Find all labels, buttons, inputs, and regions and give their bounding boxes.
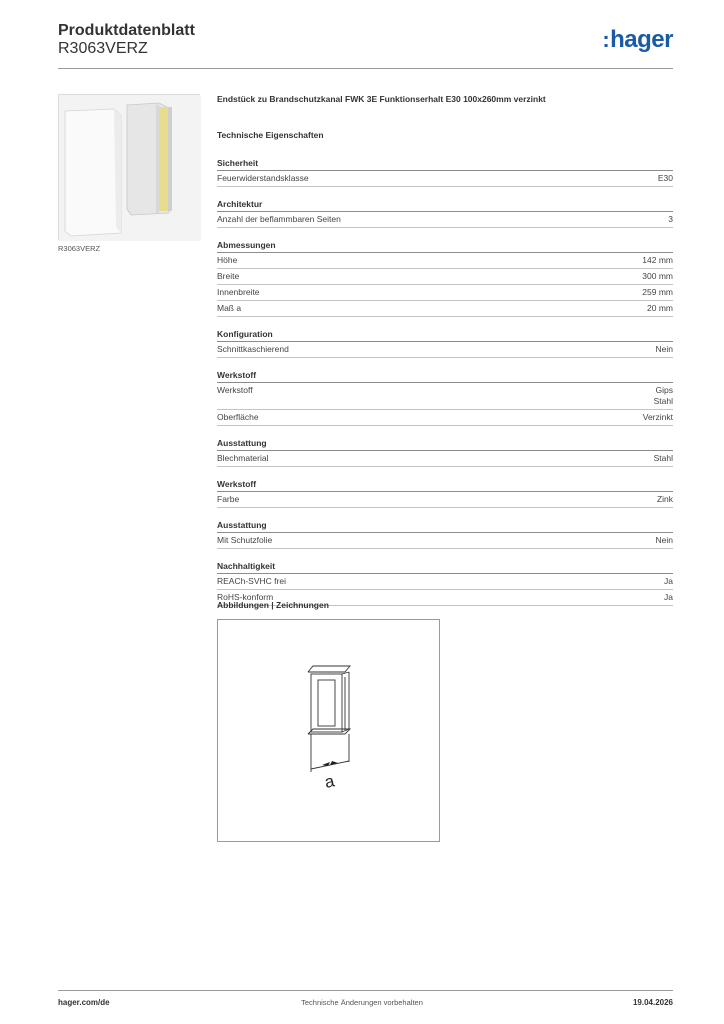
property-label: RoHS-konform [217, 592, 274, 602]
property-section [217, 519, 673, 549]
product-description: Endstück zu Brandschutzkanal FWK 3E Funktionserhalt E30 100x260mm verzinkt [217, 94, 546, 104]
footer-divider [58, 990, 673, 991]
property-row [217, 212, 673, 228]
property-label: Höhe [217, 255, 238, 265]
property-row [217, 269, 673, 285]
property-label: Innenbreite [217, 287, 260, 297]
property-label: Blechmaterial [217, 453, 269, 463]
image-caption: R3063VERZ [58, 244, 101, 253]
property-row [217, 171, 673, 187]
property-section [217, 478, 673, 508]
property-label: Werkstoff [217, 385, 253, 395]
property-section [217, 157, 673, 187]
property-section [217, 437, 673, 467]
property-value: 259 mm [642, 287, 673, 297]
property-row [217, 410, 673, 426]
article-number: R3063VERZ [58, 40, 148, 57]
header-divider [58, 68, 673, 69]
property-value: E30 [657, 173, 673, 183]
property-value: 300 mm [642, 271, 673, 281]
property-row [217, 492, 673, 508]
hager-logo: :hager [602, 26, 673, 53]
property-value: 142 mm [642, 255, 673, 265]
property-row [217, 285, 673, 301]
dimension-drawing [218, 620, 439, 841]
property-value: Nein [655, 344, 673, 354]
section-title: Abmessungen [217, 239, 673, 253]
property-label: Feuerwiderstandsklasse [217, 173, 309, 183]
property-label: Schnittkaschierend [217, 344, 289, 354]
property-row [217, 574, 673, 590]
property-label: REACh-SVHC frei [217, 576, 286, 586]
property-section [217, 328, 673, 358]
property-label: Farbe [217, 494, 240, 504]
property-section [217, 239, 673, 317]
technical-drawing [217, 619, 440, 842]
properties-list [217, 157, 673, 606]
property-value: Verzinkt [642, 412, 673, 422]
property-row [217, 253, 673, 269]
figures-heading: Abbildungen | Zeichnungen [217, 600, 329, 610]
section-title: Werkstoff [217, 369, 673, 383]
property-label: Breite [217, 271, 240, 281]
section-title: Ausstattung [217, 437, 673, 451]
technical-properties-heading: Technische Eigenschaften [217, 130, 324, 140]
property-value: Zink [656, 494, 673, 504]
section-title: Konfiguration [217, 328, 673, 342]
property-label: Oberfläche [217, 412, 259, 422]
property-row [217, 383, 673, 410]
property-value: Ja [664, 592, 673, 602]
main-content [217, 94, 673, 617]
footer-date: 19.04.2026 [632, 998, 673, 1007]
property-row [217, 451, 673, 467]
logo-text: hager [610, 26, 673, 53]
property-label: Maß a [217, 303, 242, 313]
property-label: Mit Schutzfolie [217, 535, 273, 545]
property-value: Ja [664, 576, 673, 586]
property-value: Stahl [653, 453, 673, 463]
footer-notice: Technische Änderungen vorbehalten [301, 998, 423, 1007]
property-value: Nein [655, 535, 673, 545]
page-header [58, 20, 673, 70]
property-label: Anzahl der beflammbaren Seiten [217, 214, 341, 224]
property-section [217, 198, 673, 228]
property-row [217, 342, 673, 358]
property-row [217, 533, 673, 549]
section-title: Architektur [217, 198, 673, 212]
section-title: Sicherheit [217, 157, 673, 171]
section-title: Nachhaltigkeit [217, 560, 673, 574]
property-row [217, 301, 673, 317]
product-image [58, 94, 200, 240]
section-title: Werkstoff [217, 478, 673, 492]
section-title: Ausstattung [217, 519, 673, 533]
property-value: 20 mm [647, 303, 673, 313]
property-value: 3 [668, 214, 673, 224]
property-section [217, 369, 673, 426]
footer-website-link[interactable]: hager.com/de [58, 998, 110, 1007]
property-value: Gips Stahl [653, 385, 673, 406]
product-illustration [59, 95, 201, 241]
dimension-a-label: a [322, 771, 337, 792]
document-title: Produktdatenblatt [58, 22, 195, 39]
